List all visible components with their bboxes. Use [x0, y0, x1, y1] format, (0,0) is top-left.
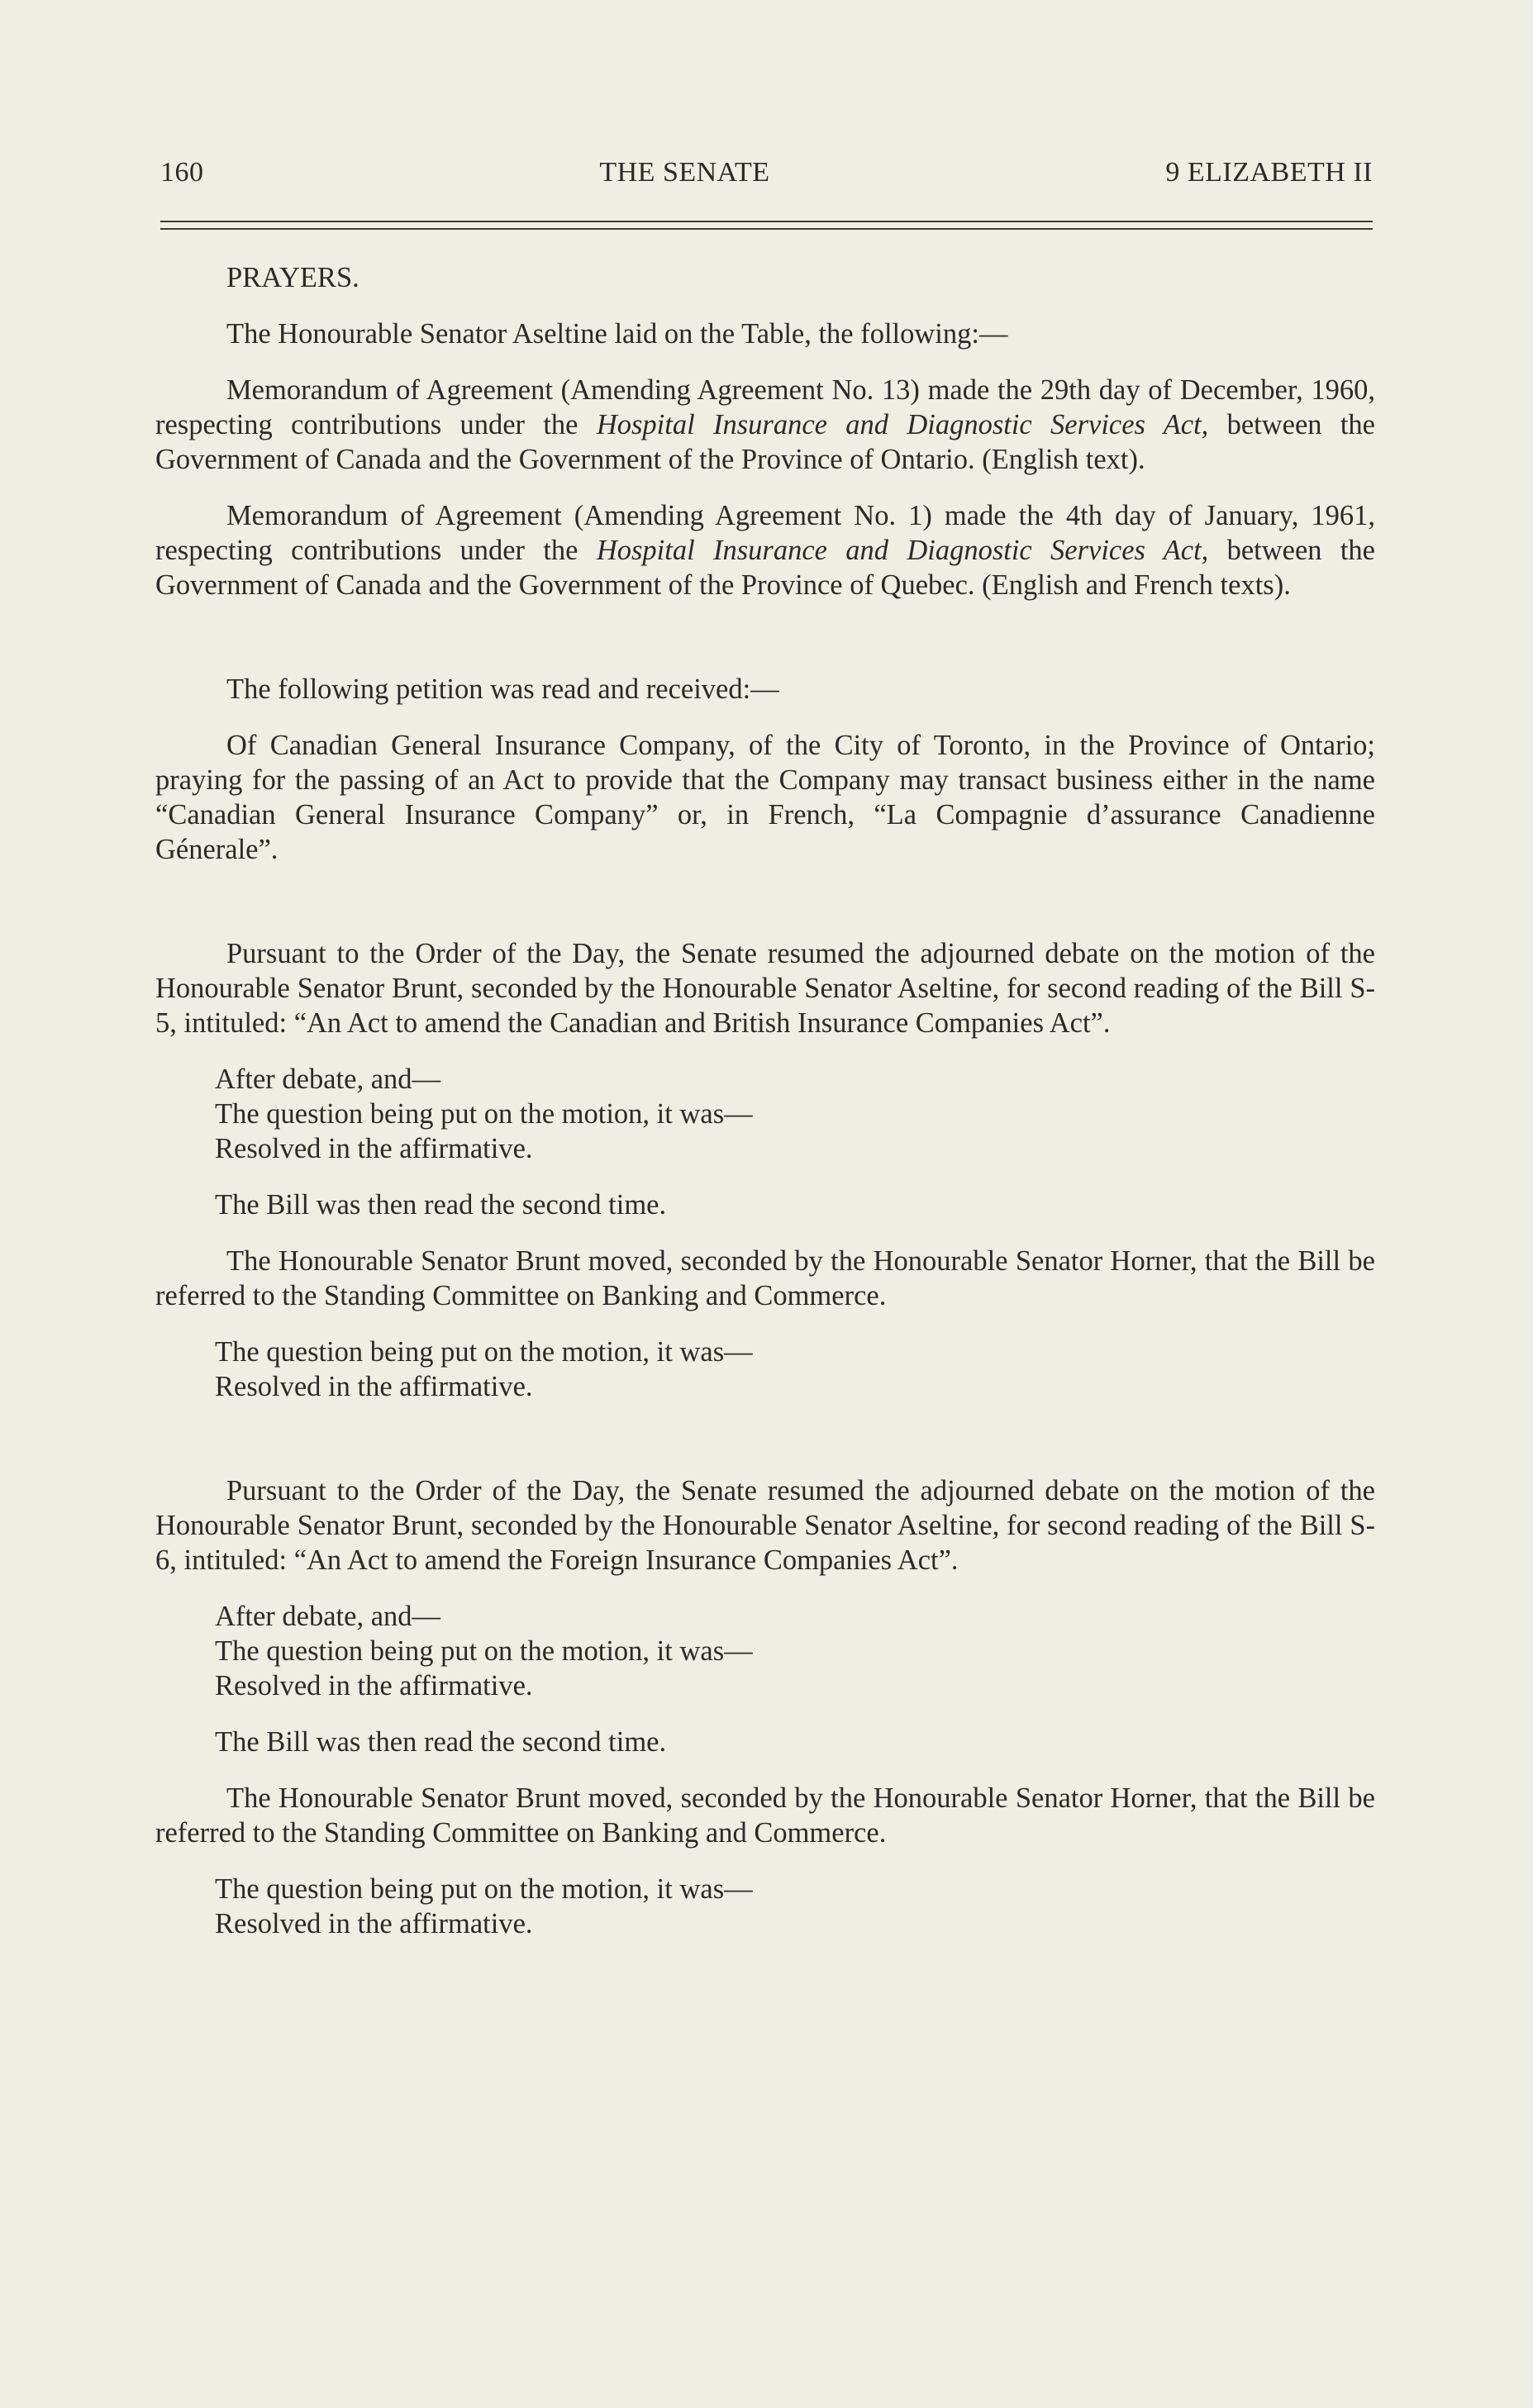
prayers-heading: PRAYERS.: [226, 262, 359, 293]
act-title: Hospital Insurance and Diagnostic Services Act,: [596, 535, 1209, 566]
second-reading: The Bill was then read the second time.: [215, 1189, 667, 1221]
bill-s5-vote: [155, 1062, 1375, 1222]
header-rule-bottom: [160, 228, 1373, 230]
bill-s6-order: Pursuant to the Order of the Day, the Senate resumed the adjourned debate on the motion of the Honourable Senator Brunt, seconded by the Honourable Senator Aseltine, for second reading of the Bill S-6, intituled: “An Act to amend the Foreign Insurance Companies Act”.: [155, 1475, 1375, 1576]
after-debate: After debate, and—: [215, 1064, 441, 1095]
petition-text: Of Canadian General Insurance Company, of the City of Toronto, in the Province of Ontario; praying for the passing of an Act to provide that the Company may transact business either in the name “Canadian General Insurance Company” or, in French, “La Compagnie d’assurance Canadienne Génerale”.: [155, 730, 1375, 865]
header-session: 9 ELIZABETH II: [1165, 157, 1373, 188]
question-put: The question being put on the motion, it was—: [215, 1098, 753, 1130]
page-number: 160: [160, 157, 204, 188]
bill-s6-referral: The Honourable Senator Brunt moved, seconded by the Honourable Senator Horner, that the Bill be referred to the Standing Committee on Banking and Commerce.: [155, 1782, 1375, 1849]
tabled-intro: The Honourable Senator Aseltine laid on the Table, the following:—: [226, 318, 1008, 350]
header-title: THE SENATE: [599, 157, 770, 188]
question-put: The question being put on the motion, it was—: [215, 1873, 753, 1905]
bill-s6-referral-vote: [155, 1872, 1375, 1941]
running-header: [160, 157, 1373, 188]
act-title: Hospital Insurance and Diagnostic Services Act,: [596, 409, 1209, 440]
bill-s5-order: Pursuant to the Order of the Day, the Senate resumed the adjourned debate on the motion of the Honourable Senator Brunt, seconded by the Honourable Senator Aseltine, for second reading of the Bill S-5, intituled: “An Act to amend the Canadian and British Insurance Companies Act”.: [155, 938, 1375, 1039]
memorandum-ontario: Memorandum of Agreement (Amending Agreement No. 13) made the 29th day of December, 1960, respecting contributions under the Hospital Insurance and Diagnostic Services Act, between the Government of Canada and the Government of the Province of Ontario. (English text).: [155, 374, 1375, 475]
bill-s5-referral: The Honourable Senator Brunt moved, seconded by the Honourable Senator Horner, that the Bill be referred to the Standing Committee on Banking and Commerce.: [155, 1245, 1375, 1311]
resolved: Resolved in the affirmative.: [215, 1670, 533, 1701]
bill-s5-referral-vote: [155, 1335, 1375, 1404]
petition-intro: The following petition was read and received:—: [226, 673, 779, 705]
after-debate: After debate, and—: [215, 1601, 441, 1632]
bill-s6-vote: [155, 1599, 1375, 1759]
resolved: Resolved in the affirmative.: [215, 1133, 533, 1164]
journal-body: [155, 260, 1375, 1941]
second-reading: The Bill was then read the second time.: [215, 1726, 667, 1758]
question-put: The question being put on the motion, it was—: [215, 1635, 753, 1667]
memorandum-quebec: Memorandum of Agreement (Amending Agreement No. 1) made the 4th day of January, 1961, respecting contributions under the Hospital Insurance and Diagnostic Services Act, between the Government of Canada and the Government of the Province of Quebec. (English and French texts).: [155, 500, 1375, 601]
resolved: Resolved in the affirmative.: [215, 1908, 533, 1939]
resolved: Resolved in the affirmative.: [215, 1371, 533, 1402]
header-rule-top: [160, 221, 1373, 222]
question-put: The question being put on the motion, it was—: [215, 1336, 753, 1368]
